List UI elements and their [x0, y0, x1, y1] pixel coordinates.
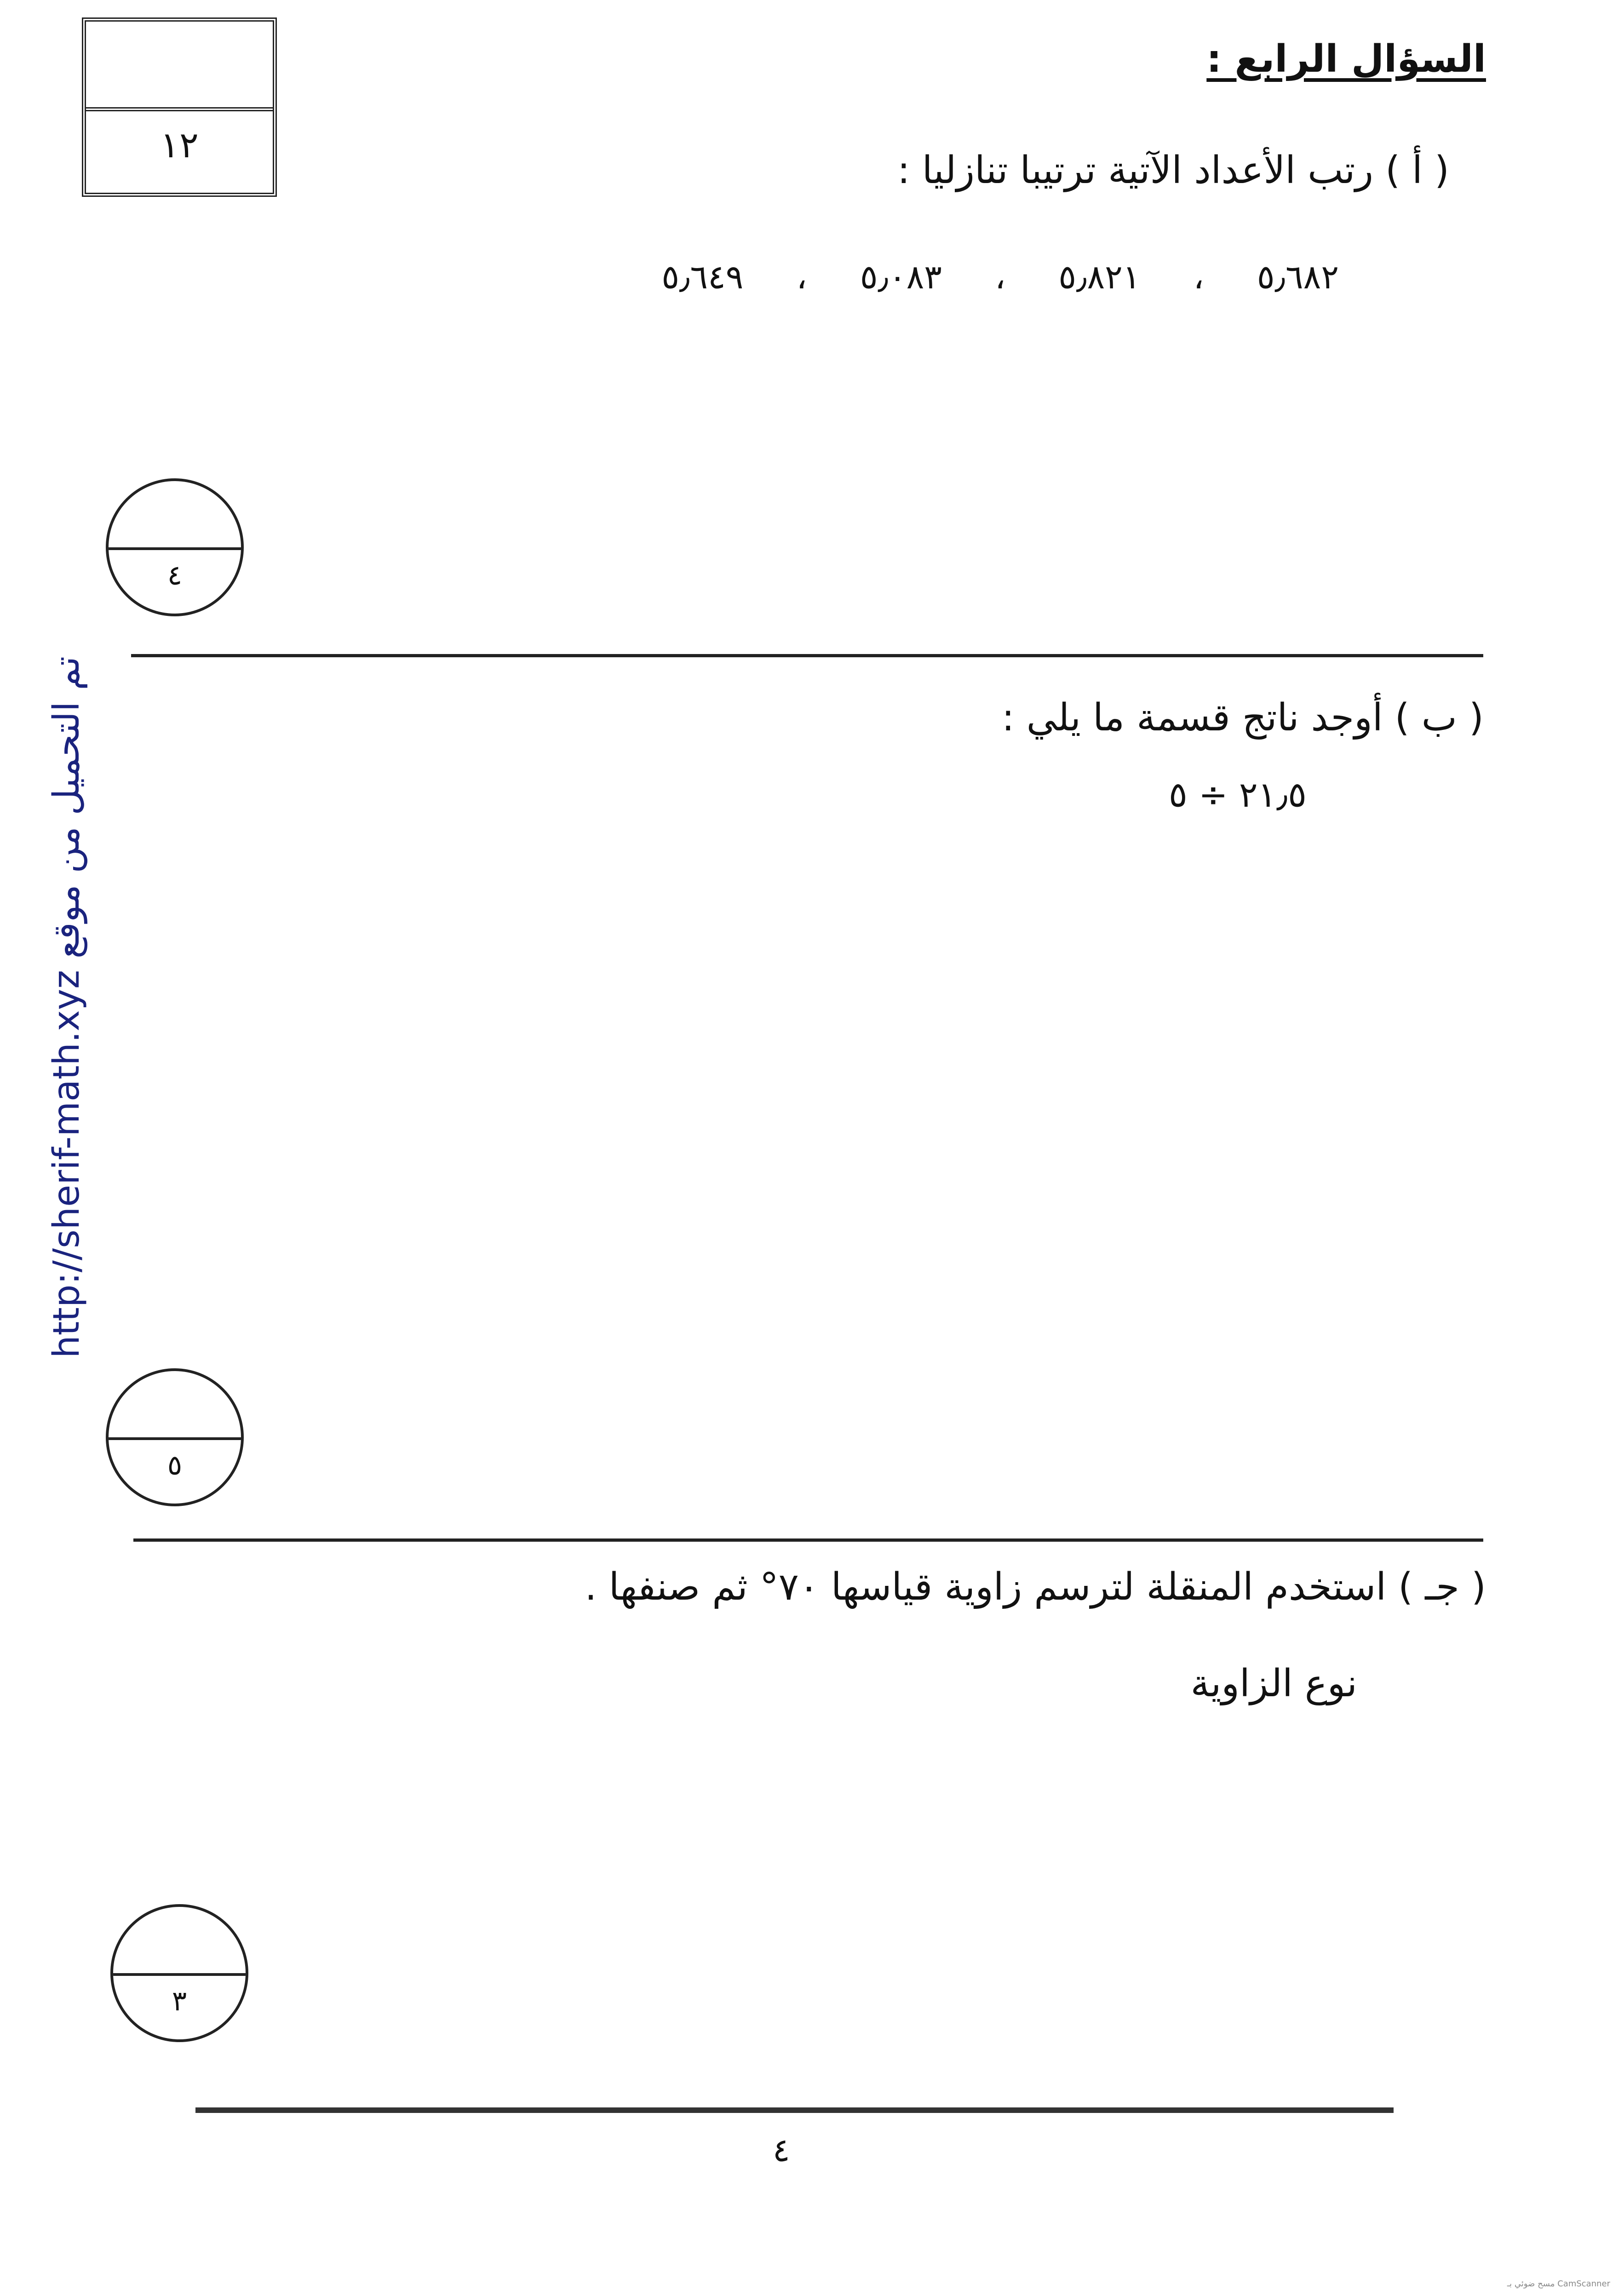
separator: ، [995, 258, 1006, 296]
part-a-mark-value: ٤ [167, 559, 183, 591]
part-c-mark-value: ٣ [172, 1985, 187, 2017]
angle-type-label: نوع الزاوية [1190, 1662, 1357, 1705]
part-c-mark-circle [110, 1904, 248, 2042]
question-title: السؤال الرابع : [1206, 37, 1486, 81]
separator: ، [1193, 258, 1204, 296]
number-2: ٥٫٨٢١ [1058, 258, 1141, 296]
total-score-box [82, 17, 277, 197]
total-score-value: ١٢ [160, 125, 199, 166]
number-3: ٥٫٠٨٣ [860, 258, 942, 296]
scanner-stamp: CamScanner مسح ضوئي بـ [1507, 2279, 1610, 2289]
separator: ، [796, 258, 807, 296]
section-divider [131, 654, 1483, 657]
number-4: ٥٫٦٤٩ [661, 258, 744, 296]
part-b-prompt: ( ب ) أوجد ناتج قسمة ما يلي : [1002, 696, 1484, 740]
part-c-prompt: ( جـ ) استخدم المنقلة لترسم زاوية قياسها ٧٠° ثم صنفها . [585, 1565, 1486, 1609]
page-number: ٤ [773, 2131, 790, 2169]
section-divider [133, 1538, 1483, 1542]
part-b-mark-value: ٥ [167, 1449, 183, 1481]
part-b-mark-circle [106, 1368, 244, 1506]
number-1: ٥٫٦٨٢ [1257, 258, 1339, 296]
part-a-numbers [661, 258, 1339, 296]
score-box-divider [86, 107, 273, 111]
part-b-expression: ٢١٫٥ ÷ ٥ [1169, 774, 1307, 815]
side-download-link[interactable]: تم التحميل من موقع http://sherif-math.xyz [46, 656, 87, 1358]
part-a-prompt: ( أ ) رتب الأعداد الآتية ترتيبا تنازليا : [897, 149, 1449, 192]
footer-divider [195, 2107, 1394, 2113]
part-a-mark-circle [106, 478, 244, 616]
